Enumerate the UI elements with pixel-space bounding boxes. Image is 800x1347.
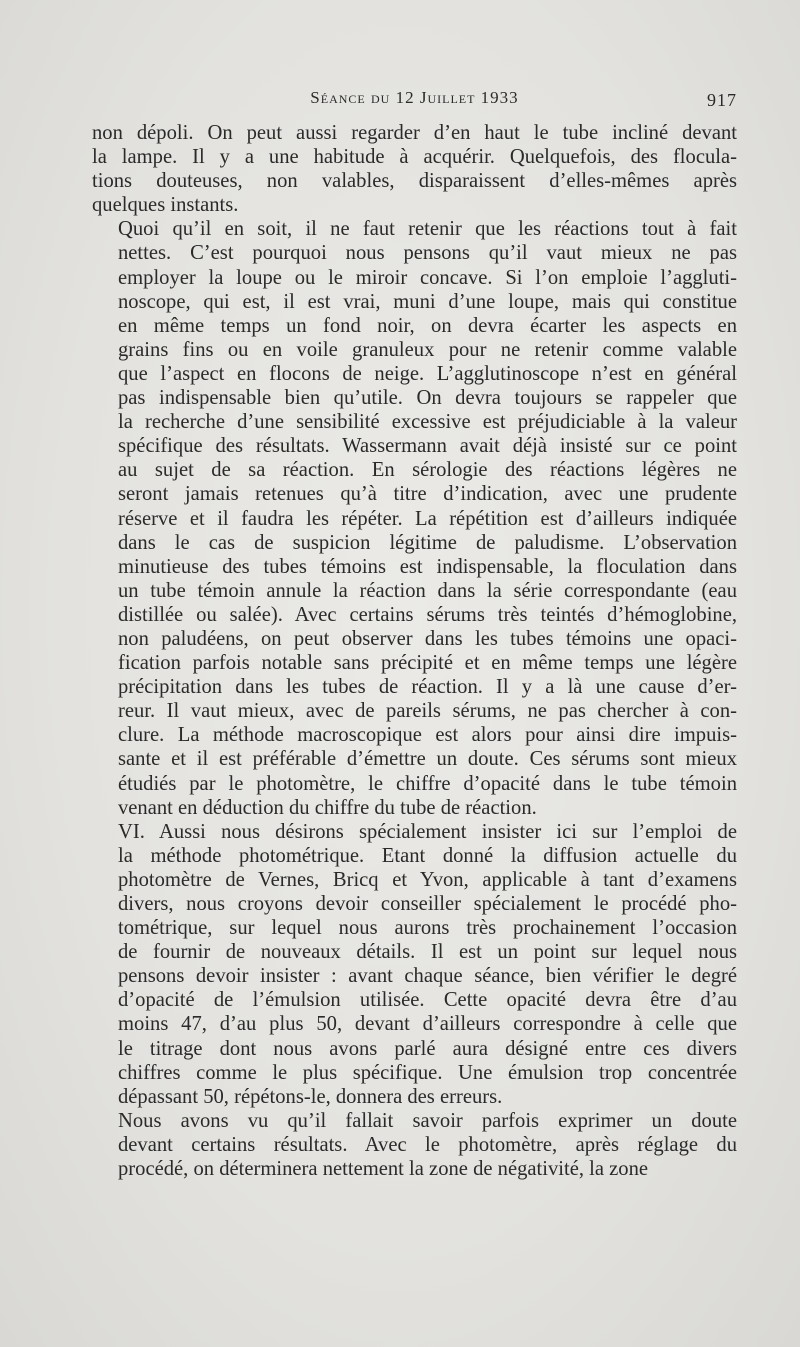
text-line: d’opacité de l’émulsion utilisée. Cette opacité devra être d’au [118,989,737,1012]
text-line: tométrique, sur lequel nous aurons très prochainement l’occasion [118,917,737,940]
text-line: reur. Il vaut mieux, avec de pareils sérums, ne pas chercher à con- [118,700,737,723]
text-line: VI. Aussi nous désirons spécialement insister ici sur l’emploi de [118,820,737,843]
text-line: la recherche d’une sensibilité excessive est préjudiciable à la valeur [118,411,737,434]
text-line: la lampe. Il y a une habitude à acquérir. Quelquefois, des flocula- [92,146,737,169]
text-line: minutieuse des tubes témoins est indispensable, la floculation dans [118,555,737,578]
text-line: le titrage dont nous avons parlé aura désigné entre ces divers [118,1037,737,1060]
text-line: non paludéens, on peut observer dans les tubes témoins une opaci- [118,627,737,650]
text-line: photomètre de Vernes, Bricq et Yvon, applicable à tant d’examens [118,868,737,891]
text-line: un tube témoin annule la réaction dans la série correspondante (eau [118,579,737,602]
text-line: tions douteuses, non valables, disparaissent d’elles-mêmes après [92,170,737,193]
text-line: la méthode photométrique. Etant donné la diffusion actuelle du [118,844,737,867]
text-line: de fournir de nouveaux détails. Il est un point sur lequel nous [118,941,737,964]
text-line: fication parfois notable sans précipité et en même temps une légère [118,652,737,675]
text-line: dépassant 50, répétons-le, donnera des erreurs. [118,1085,503,1108]
text-line: venant en déduction du chiffre du tube de réaction. [118,796,537,819]
text-line: chiffres comme le plus spécifique. Une émulsion trop concentrée [118,1061,737,1084]
text-line: moins 47, d’au plus 50, devant d’ailleurs correspondre à celle que [118,1013,737,1036]
text-line: employer la loupe ou le miroir concave. Si l’on emploie l’aggluti- [118,266,737,289]
text-line: pas indispensable bien qu’utile. On devra toujours se rappeler que [118,387,737,410]
text-line: noscope, qui est, il est vrai, muni d’une loupe, mais qui constitue [118,290,737,313]
text-line: étudiés par le photomètre, le chiffre d’opacité dans le tube témoin [118,772,737,795]
paragraph [92,1109,737,1181]
text-line: que l’aspect en flocons de neige. L’agglutinoscope n’est en général [118,362,737,385]
page-number: 917 [707,90,737,110]
text-line: Nous avons vu qu’il fallait savoir parfois exprimer un doute [118,1109,737,1132]
text-line: seront jamais retenues qu’à titre d’indication, avec une prudente [118,483,737,506]
body-text [92,121,737,1181]
text-line: pensons devoir insister : avant chaque séance, bien vérifier le degré [118,965,737,988]
text-line: distillée ou salée). Avec certains sérums très teintés d’hémoglobine, [118,603,737,626]
text-line: en même temps un fond noir, on devra écarter les aspects en [118,314,737,337]
text-line: au sujet de sa réaction. En sérologie des réactions légères ne [118,459,737,482]
text-line: clure. La méthode macroscopique est alors pour ainsi dire impuis- [118,724,737,747]
text-line: spécifique des résultats. Wassermann avait déjà insisté sur ce point [118,435,737,458]
text-line: non dépoli. On peut aussi regarder d’en haut le tube incliné devant [92,122,737,144]
text-line: sante et il est préférable d’émettre un doute. Ces sérums sont mieux [118,748,737,771]
paragraph [92,121,737,217]
text-line: quelques instants. [92,194,239,217]
text-line: nettes. C’est pourquoi nous pensons qu’il vaut mieux ne pas [118,242,737,265]
text-line: devant certains résultats. Avec le photomètre, après réglage du [118,1133,737,1156]
text-line: procédé, on déterminera nettement la zone de négativité, la zone [118,1158,649,1181]
text-line: réserve et il faudra les répéter. La répétition est d’ailleurs indiquée [118,507,737,530]
text-line: précipitation dans les tubes de réaction. Il y a là une cause d’er- [118,676,737,699]
text-line: grains fins ou en voile granuleux pour ne retenir comme valable [118,338,737,361]
text-line: divers, nous croyons devoir conseiller spécialement le procédé pho- [118,893,737,915]
paragraph [92,217,737,819]
text-line: dans le cas de suspicion légitime de paludisme. L’observation [118,531,737,554]
text-line: Quoi qu’il en soit, il ne faut retenir que les réactions tout à fait [118,218,737,241]
paragraph [92,820,737,1109]
running-header [92,0,737,118]
running-title: Séance du 12 Juillet 1933 [310,88,519,107]
